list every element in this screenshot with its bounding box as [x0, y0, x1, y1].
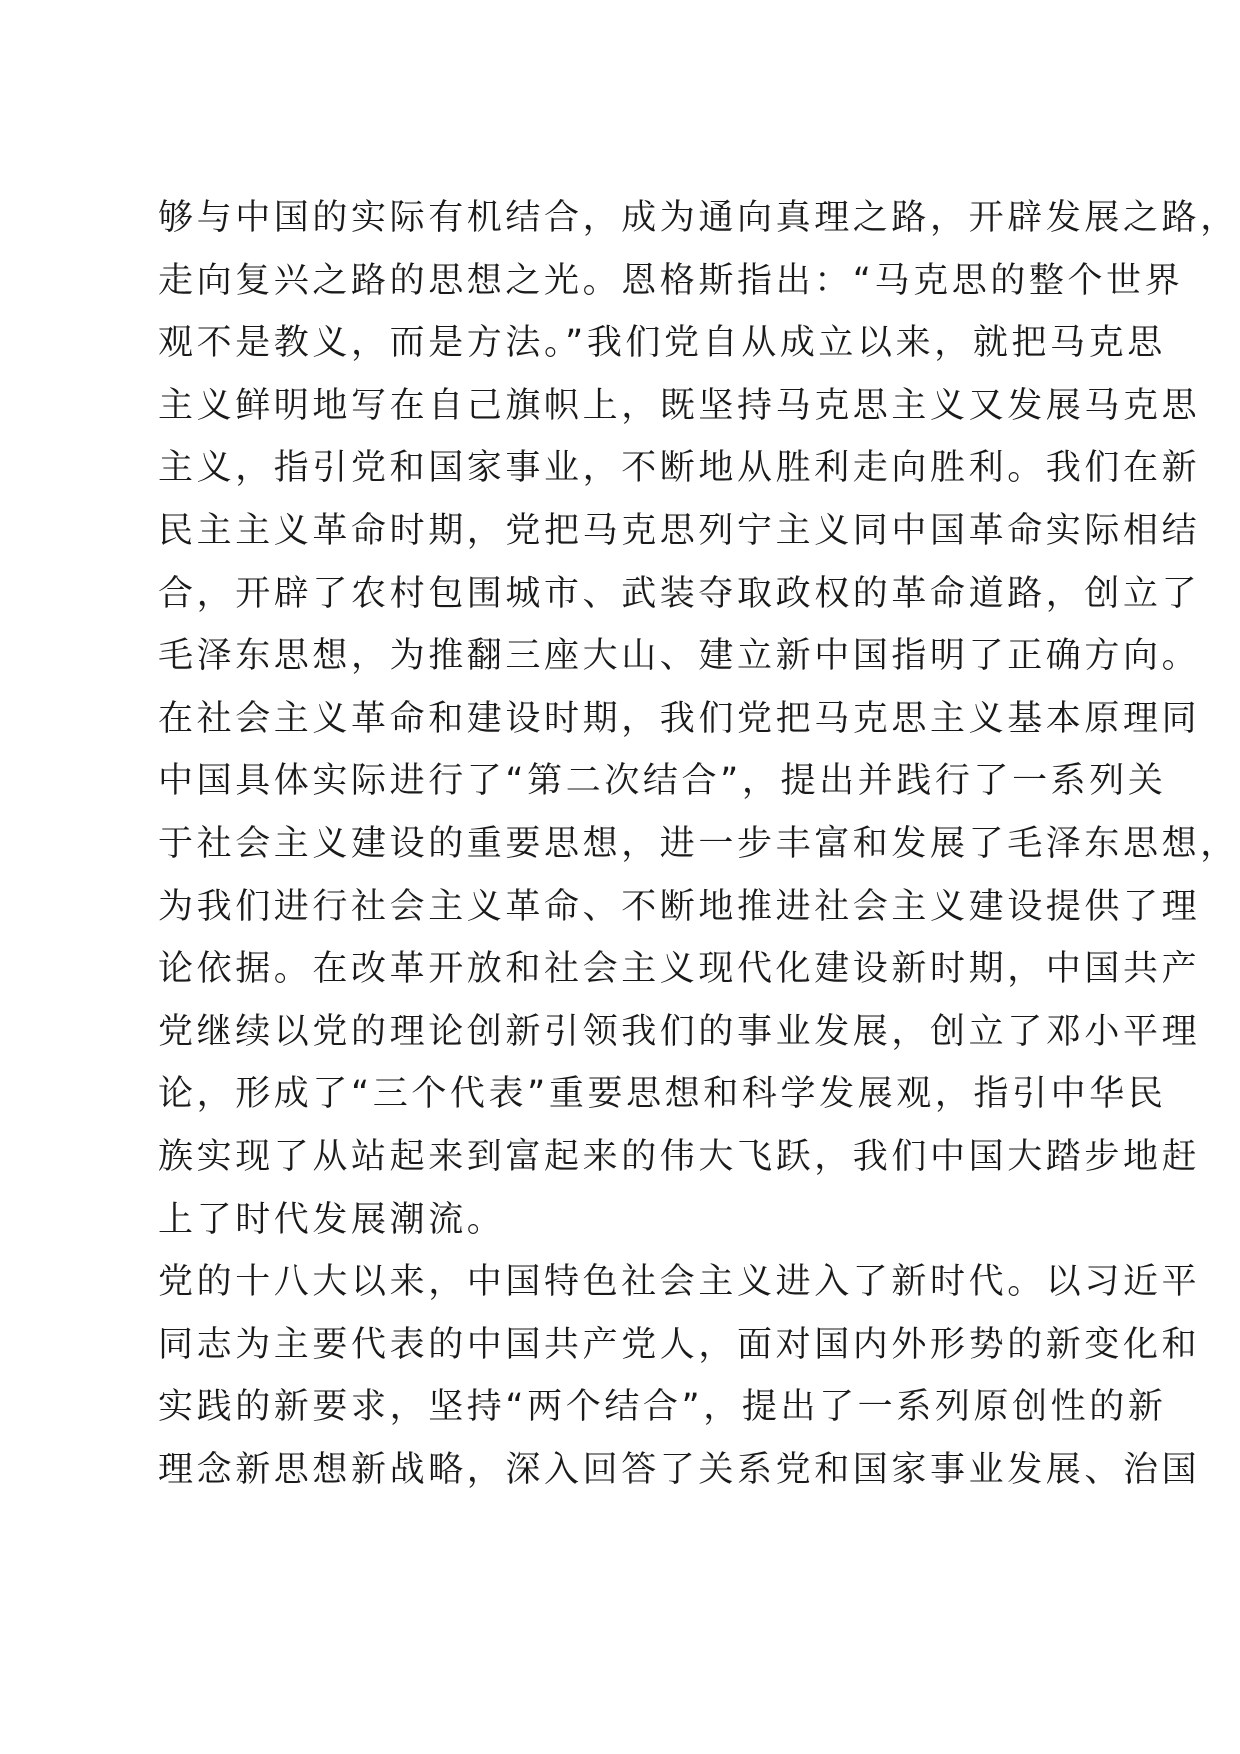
- text-line: 为我们进行社会主义革命、不断地推进社会主义建设提供了理: [158, 886, 1201, 927]
- text-line: 实践的新要求，坚持“两个结合”，提出了一系列原创性的新: [158, 1387, 1167, 1428]
- text-line: 论，形成了“三个代表”重要思想和科学发展观，指引中华民: [158, 1074, 1167, 1115]
- text-line: 党的十八大以来，中国特色社会主义进入了新时代。以习近平: [158, 1262, 1201, 1303]
- text-line: 走向复兴之路的思想之光。恩格斯指出：“马克思的整个世界: [158, 260, 1184, 301]
- text-line: 毛泽东思想，为推翻三座大山、建立新中国指明了正确方向。: [158, 636, 1201, 677]
- body-text: [158, 187, 1239, 1501]
- text-line: 主义鲜明地写在自己旗帜上，既坚持马克思主义又发展马克思: [158, 385, 1201, 426]
- text-line: 族实现了从站起来到富起来的伟大飞跃，我们中国大踏步地赶: [158, 1136, 1201, 1177]
- text-line: 主义，指引党和国家事业，不断地从胜利走向胜利。我们在新: [158, 448, 1201, 489]
- text-line: 于社会主义建设的重要思想，进一步丰富和发展了毛泽东思想，: [158, 823, 1239, 864]
- text-line: 论依据。在改革开放和社会主义现代化建设新时期，中国共产: [158, 949, 1201, 990]
- text-line: 够与中国的实际有机结合，成为通向真理之路，开辟发展之路，: [158, 198, 1239, 238]
- text-line: 在社会主义革命和建设时期，我们党把马克思主义基本原理同: [158, 698, 1201, 739]
- text-line: 上了时代发展潮流。: [158, 1199, 506, 1240]
- text-line: 观不是教义，而是方法。”我们党自从成立以来，就把马克思: [158, 323, 1166, 364]
- text-line: 党继续以党的理论创新引领我们的事业发展，创立了邓小平理: [158, 1011, 1201, 1052]
- text-line: 中国具体实际进行了“第二次结合”，提出并践行了一系列关: [158, 761, 1167, 802]
- text-line: 民主主义革命时期，党把马克思列宁主义同中国革命实际相结: [158, 510, 1201, 551]
- text-line: 同志为主要代表的中国共产党人，面对国内外形势的新变化和: [158, 1324, 1201, 1365]
- text-line: 合，开辟了农村包围城市、武装夺取政权的革命道路，创立了: [158, 573, 1201, 614]
- text-line: 理念新思想新战略，深入回答了关系党和国家事业发展、治国: [158, 1449, 1201, 1490]
